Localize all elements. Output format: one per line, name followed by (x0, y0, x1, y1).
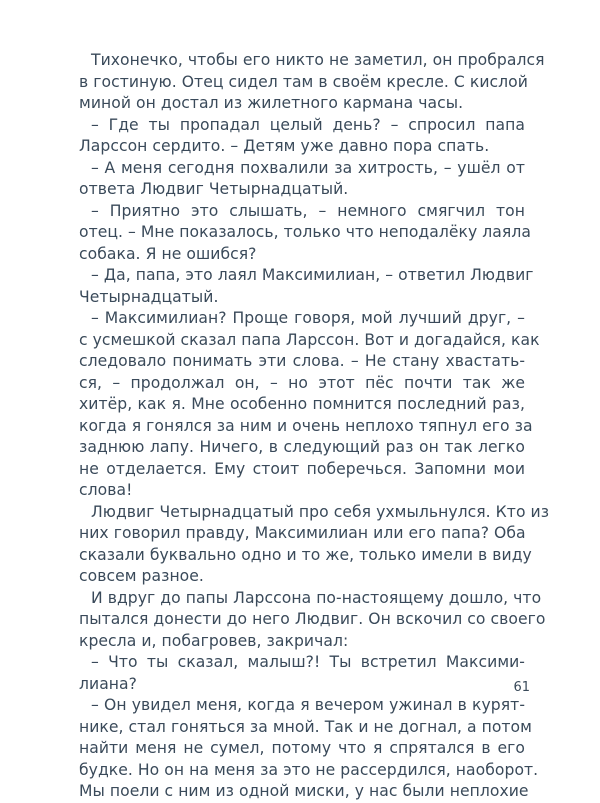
text-line: пытался донести до него Людвиг. Он вскочил со своего (79, 610, 546, 628)
text-line: будке. Но он на меня за это не рассердился, наоборот. (79, 760, 539, 779)
text-line: заднюю лапу. Ничего, в следующий раз он так легко (79, 438, 525, 456)
text-line: следовало понимать эти слова. – Не стану хвастать- (79, 352, 525, 370)
text-line: кресла и, побагровев, закричал: (79, 631, 349, 650)
text-line: – А меня сегодня похвалили за хитрость, – ушёл от (91, 158, 525, 177)
text-line: нике, стал гоняться за мной. Так и не догнал, а потом (79, 717, 532, 736)
text-line: ответа Людвиг Четырнадцатый. (79, 180, 349, 198)
text-line: – Приятно это слышать, – немного смягчил тон (91, 201, 525, 220)
text-line: с усмешкой сказал папа Ларссон. Вот и догадайся, как (79, 330, 540, 349)
text-line: когда я гонялся за ним и очень неплохо тяпнул его за (79, 416, 533, 435)
text-line: них говорил правду, Максимилиан или его папа? Оба (79, 524, 526, 542)
text-line: Четырнадцатый. (79, 287, 219, 306)
text-line: – Где ты пропадал целый день? – спросил папа (91, 115, 525, 134)
text-line: ся, – продолжал он, – но этот пёс почти так же (79, 373, 525, 392)
page-number: 61 (513, 680, 530, 695)
text-line: совсем разное. (79, 567, 204, 585)
body-text (79, 50, 550, 803)
text-line: Тихонечко, чтобы его никто не заметил, он пробрался (91, 51, 545, 69)
text-line: в гостиную. Отец сидел там в своём кресле. С кислой (79, 72, 528, 91)
text-line: сказали буквально одно и то же, только имели в виду (79, 545, 532, 564)
text-line: хитёр, как я. Мне особенно помнится последний раз, (79, 395, 525, 413)
text-line: Людвиг Четырнадцатый про себя ухмыльнулся. Кто из (91, 502, 550, 521)
text-line: слова! (79, 481, 133, 499)
text-line: Ларссон сердито. – Детям уже давно пора спать. (79, 137, 490, 155)
text-line: собака. Я не ошибся? (79, 244, 257, 263)
text-line: лиана? (79, 674, 137, 693)
text-line: найти меня не сумел, потому что я спрятался в его (79, 739, 525, 757)
text-line: – Он увидел меня, когда я вечером ужинал в курят- (91, 696, 525, 714)
text-line: Мы поели с ним из одной миски, у нас были неплохие (79, 782, 529, 800)
text-line: – Да, папа, это лаял Максимилиан, – ответил Людвиг (91, 266, 534, 284)
text-line: И вдруг до папы Ларссона по-настоящему дошло, что (91, 588, 542, 607)
text-line: не отделается. Ему стоит поберечься. Запомни мои (79, 459, 525, 478)
text-line: – Максимилиан? Проще говоря, мой лучший друг, – (91, 309, 525, 327)
text-line: отец. – Мне показалось, только что неподалёку лаяла (79, 223, 531, 241)
text-line: – Что ты сказал, малыш?! Ты встретил Максими- (91, 653, 525, 671)
text-line: миной он достал из жилетного кармана часы. (79, 94, 464, 112)
